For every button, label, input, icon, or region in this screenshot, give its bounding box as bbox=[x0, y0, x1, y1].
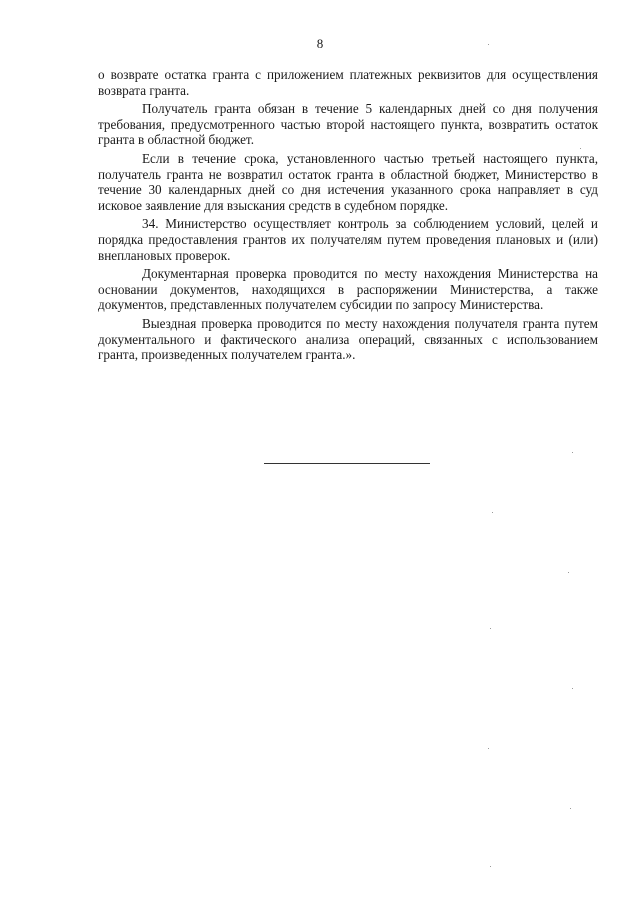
paragraph-onsite-check: Выездная проверка проводится по месту нахождения получателя гранта путем документального и фактического анализа операций, связанных с использованием гранта, произведенных получателем гранта.». bbox=[98, 315, 598, 363]
scan-speck bbox=[490, 628, 491, 629]
paragraph-return-obligation: Получатель гранта обязан в течение 5 календарных дней со дня получения требования, предусмотренного частью второй настоящего пункта, возвратить остаток гранта в областной бюджет. bbox=[98, 101, 598, 148]
paragraph-court-claim: Если в течение срока, установленного частью третьей настоящего пункта, получатель гранта не возвратил остаток гранта в областной бюджет, Министерство в течение 30 календарных дней со дня истечения указанного срока направляет в суд исковое заявление для взыскания средств в судебном порядке. bbox=[98, 150, 598, 213]
end-separator-line bbox=[264, 463, 430, 464]
scan-speck bbox=[572, 452, 573, 453]
page-number: 8 bbox=[316, 36, 324, 51]
paragraph-ministry-control: 34. Министерство осуществляет контроль за соблюдением условий, целей и порядка предоставления грантов их получателям путем проведения плановых и (или) внеплановых проверок. bbox=[98, 216, 598, 263]
paragraph-return-details: о возврате остатка гранта с приложением платежных реквизитов для осуществления возврата гранта. bbox=[98, 67, 598, 98]
scan-speck bbox=[490, 866, 491, 867]
scan-speck bbox=[488, 44, 489, 45]
scan-speck bbox=[492, 512, 493, 513]
paragraph-documentary-check: Документарная проверка проводится по месту нахождения Министерства на основании документов, находящихся в распоряжении Министерства, а также документов, представленных получателем субсидии по запросу Министерства. bbox=[98, 266, 598, 313]
scan-speck bbox=[488, 748, 489, 749]
scan-speck bbox=[572, 688, 573, 689]
scan-speck bbox=[580, 148, 581, 149]
scan-speck bbox=[570, 808, 571, 809]
document-body bbox=[98, 67, 598, 366]
scan-speck bbox=[568, 572, 569, 573]
